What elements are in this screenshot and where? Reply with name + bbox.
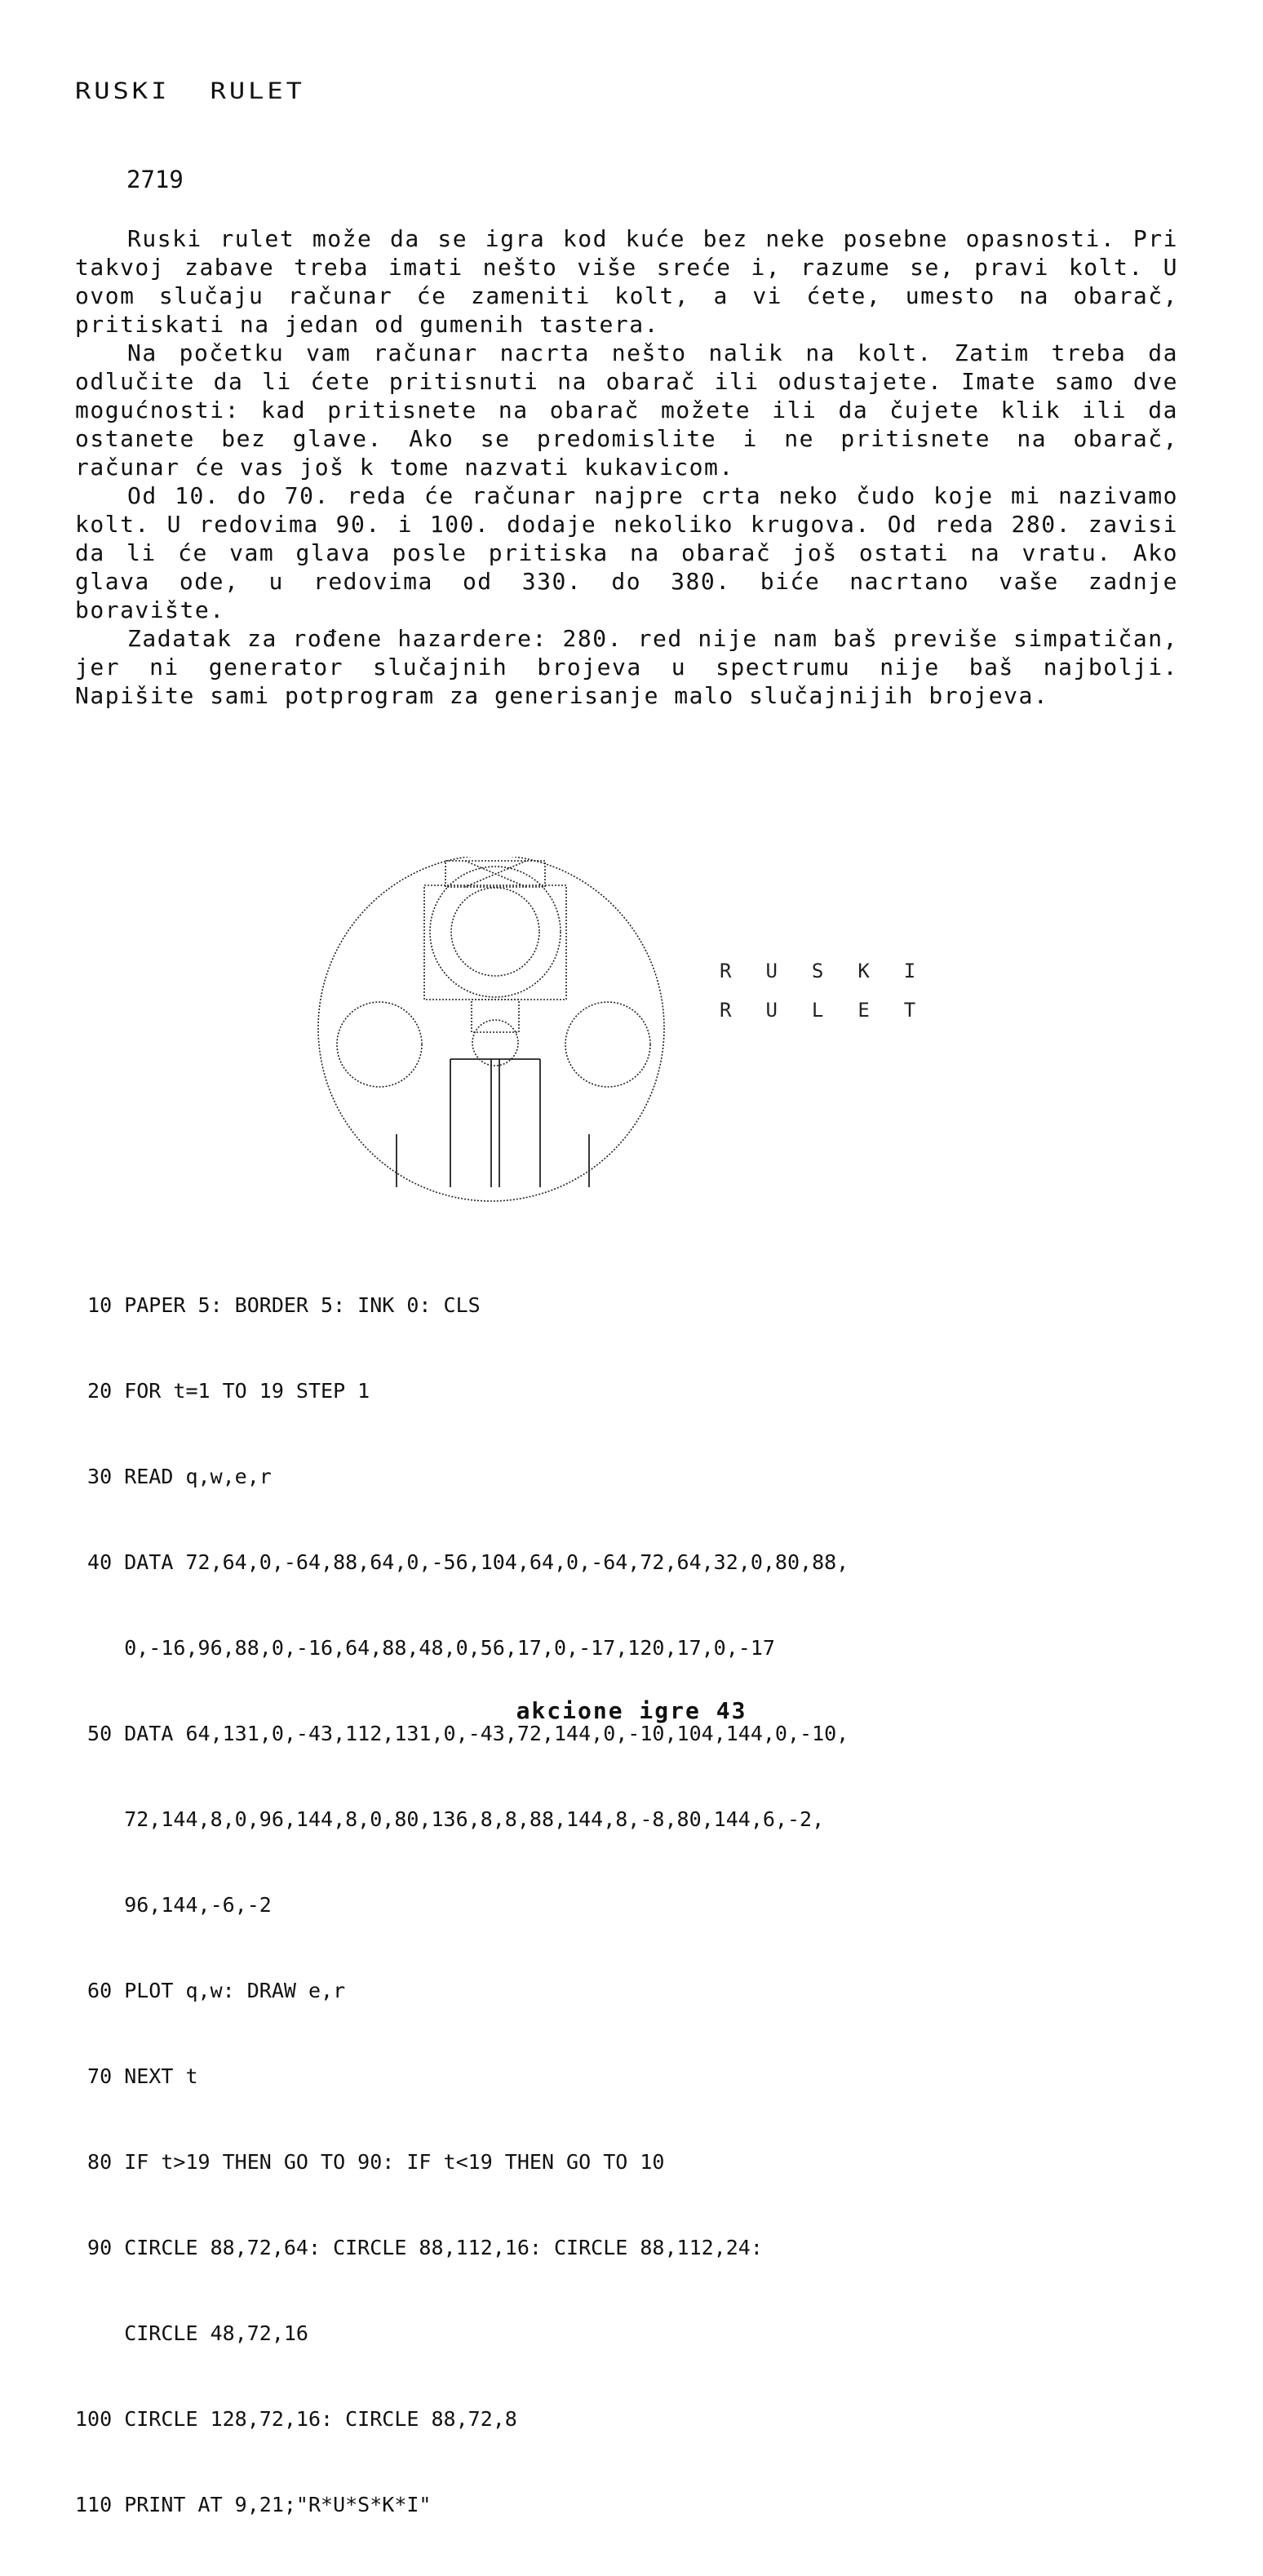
program-number: 2719 <box>126 166 184 193</box>
revolver-drawing <box>302 857 955 1224</box>
caption-ruski: RUSKI <box>720 960 951 982</box>
basic-listing <box>75 1234 1185 2576</box>
listing-line: 80 IF t>19 THEN GO TO 90: IF t<19 THEN GO TO 10 <box>75 2150 665 2174</box>
listing-line: 40 DATA 72,64,0,-64,88,64,0,-56,104,64,0,-64,72,64,32,0,80,88, <box>75 1550 849 1574</box>
listing-line: 60 PLOT q,w: DRAW e,r <box>75 1979 346 2002</box>
listing-line: 50 DATA 64,131,0,-43,112,131,0,-43,72,144,0,-10,104,144,0,-10, <box>75 1722 849 1745</box>
listing-line: 72,144,8,0,96,144,8,0,80,136,8,8,88,144,8,-8,80,144,6,-2, <box>75 1807 825 1831</box>
listing-line: CIRCLE 48,72,16 <box>75 2321 308 2345</box>
page-footer: akcione igre 43 <box>516 1697 747 1724</box>
listing-line: 70 NEXT t <box>75 2064 198 2088</box>
listing-line: 10 PAPER 5: BORDER 5: INK 0: CLS <box>75 1293 481 1317</box>
listing-line: 110 PRINT AT 9,21;"R*U*S*K*I" <box>75 2493 432 2516</box>
grip-lines <box>397 1134 589 1187</box>
listing-line: 20 FOR t=1 TO 19 STEP 1 <box>75 1379 370 1403</box>
frame-box <box>424 885 566 1000</box>
listing-line: 30 READ q,w,e,r <box>75 1465 272 1488</box>
article-title: RUSKI RULET <box>75 78 305 104</box>
barrel-lines <box>450 1059 540 1187</box>
listing-line: 96,144,-6,-2 <box>75 1893 272 1917</box>
left-chamber-circle <box>337 1002 422 1087</box>
right-chamber-circle <box>565 1002 650 1087</box>
paragraph-3: Od 10. do 70. reda će računar najpre crta neko čudo koje mi nazivamo kolt. U redovima 90. i 100. dodaje nekoliko krugova. Od reda 280. zavisi da li će vam glava posle pritiska na obarač još ostati na vratu. Ako glava ode, u redovima od 330. do 380. biće nacrtano vaše zadnje boravište. <box>75 482 1178 623</box>
listing-line: 0,-16,96,88,0,-16,64,88,48,0,56,17,0,-17,120,17,0,-17 <box>75 1636 775 1660</box>
hammer-outer-circle <box>430 867 561 997</box>
article-body <box>75 224 1178 710</box>
listing-line: 90 CIRCLE 88,72,64: CIRCLE 88,112,16: CIRCLE 88,112,24: <box>75 2236 763 2259</box>
paragraph-4: Zadatak za rođene hazardere: 280. red nije nam baš previše simpatičan, jer ni generator slučajnih brojeva u spectrumu nije baš najbolji. Napišite sami potprogram za generisanje malo slučajnijih brojeva. <box>75 625 1178 709</box>
hammer-inner-circle <box>451 888 539 976</box>
listing-line: 100 CIRCLE 128,72,16: CIRCLE 88,72,8 <box>75 2407 517 2431</box>
hammer-cross-lines <box>465 861 526 887</box>
paragraph-1: Ruski rulet može da se igra kod kuće bez neke posebne opasnosti. Pri takvoj zabave treba imati nešto više sreće i, razume se, pravi kolt. U ovom slučaju računar će zameniti kolt, a vi ćete, umesto na obarač, pritiskati na jedan od gumenih tastera. <box>75 225 1178 338</box>
paragraph-2: Na početku vam računar nacrta nešto nalik na kolt. Zatim treba da odlučite da li ćete pritisnuti na obarač ili odustajete. Imate samo dve mogućnosti: kad pritisnete na obarač možete ili da čujete klik ili da ostanete bez glave. Ako se predomislite i ne pritisnete na obarač, računar će vas još k tome nazvati kukavicom. <box>75 339 1178 481</box>
caption-rulet: RULET <box>720 999 951 1022</box>
revolver-illustration <box>302 857 955 1224</box>
